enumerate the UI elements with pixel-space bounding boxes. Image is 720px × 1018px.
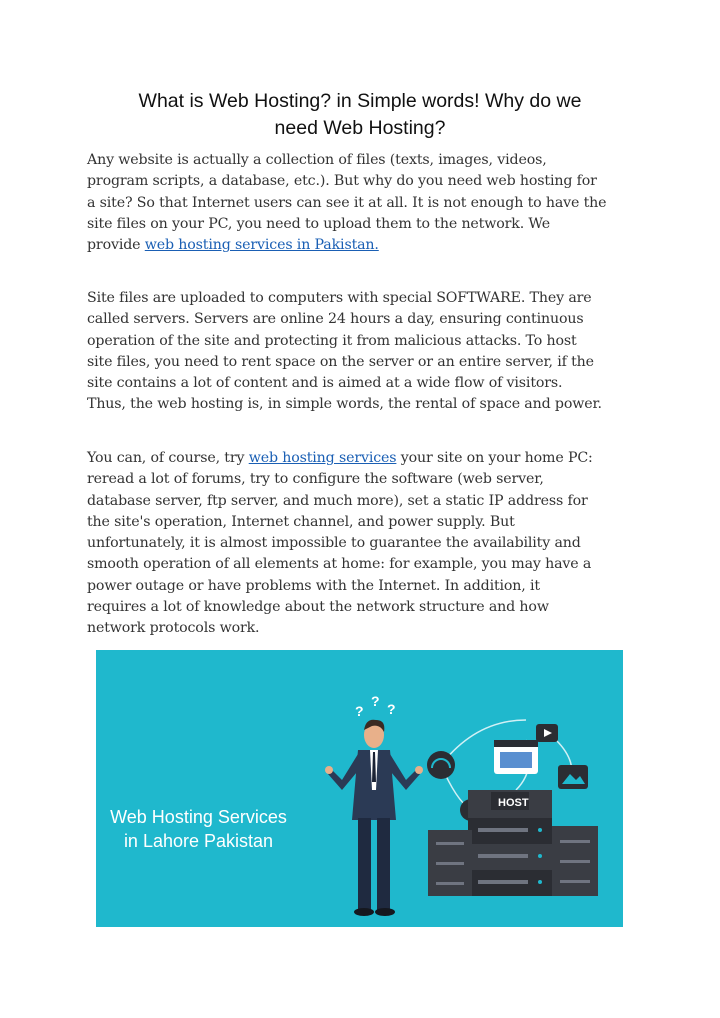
- paragraph-line: Any website is actually a collection of files (texts, images, videos,: [87, 152, 547, 168]
- paragraph-line: called servers. Servers are online 24 hours a day, ensuring continuous: [87, 311, 584, 328]
- banner-illustration: [96, 650, 623, 927]
- question-mark: ?: [387, 701, 396, 717]
- title-line-2: need Web Hosting?: [274, 117, 446, 139]
- paragraph-line: site files, you need to rent space on the server or an entire server, if the: [87, 353, 594, 370]
- image-icon: [558, 765, 588, 789]
- paragraph-line: program scripts, a database, etc.). But why do you need web hosting for: [87, 173, 597, 190]
- paragraph-2: [87, 288, 647, 416]
- hosting-pakistan-link[interactable]: web hosting services in Pakistan.: [144, 237, 379, 254]
- paragraph-line: a site? So that Internet users can see it at all. It is not enough to have the: [87, 194, 607, 211]
- web-hosting-services-link[interactable]: web hosting services: [248, 450, 397, 466]
- paragraph-text: provide: [87, 237, 145, 254]
- paragraph-line: power outage or have problems with the Internet. In addition, it: [87, 577, 540, 594]
- paragraph-text: your site on your home PC:: [396, 450, 593, 466]
- question-mark: ?: [355, 703, 364, 719]
- paragraph-line: database server, ftp server, and much more), set a static IP address for: [87, 492, 588, 509]
- paragraph-text: You can, of course, try: [87, 450, 249, 466]
- paragraph-line: smooth operation of all elements at home: for example, you may have a: [87, 556, 592, 573]
- gauge-icon: [427, 751, 455, 779]
- businessman-figure: [325, 720, 423, 916]
- hosting-banner-image: [96, 650, 623, 927]
- video-icon: [536, 724, 558, 742]
- paragraph-line: Thus, the web hosting is, in simple words, the rental of space and power.: [87, 396, 602, 413]
- question-mark: ?: [371, 693, 380, 709]
- paragraph-line: requires a lot of knowledge about the network structure and how: [87, 599, 549, 616]
- server-rack: [428, 790, 598, 896]
- paragraph-line: the site's operation, Internet channel, and power supply. But: [87, 513, 515, 530]
- host-label: HOST: [498, 797, 529, 809]
- paragraph-line: [87, 448, 647, 469]
- paragraph-line: Site files are uploaded to computers with special SOFTWARE. They are: [87, 290, 592, 306]
- paragraph-line: reread a lot of forums, try to configure the software (web server,: [87, 471, 544, 488]
- paragraph-line: site files on your PC, you need to upload them to the network. We: [87, 215, 550, 232]
- banner-caption: [96, 805, 301, 853]
- paragraph-1: [87, 150, 647, 256]
- banner-caption-line-2: in Lahore Pakistan: [123, 831, 274, 851]
- title-line-1: What is Web Hosting? in Simple words! Why do we: [138, 90, 582, 112]
- paragraph-line: network protocols work.: [87, 620, 260, 637]
- paragraph-line: operation of the site and protecting it from malicious attacks. To host: [87, 332, 577, 349]
- paragraph-line: site contains a lot of content and is aimed at a wide flow of visitors.: [87, 375, 563, 392]
- paragraph-line: [87, 235, 647, 256]
- banner-caption-line-1: Web Hosting Services: [110, 807, 287, 827]
- paragraph-3: [87, 448, 647, 640]
- page-title: [88, 88, 632, 142]
- browser-window-icon: [494, 740, 538, 774]
- paragraph-line: unfortunately, it is almost impossible to guarantee the availability and: [87, 535, 581, 552]
